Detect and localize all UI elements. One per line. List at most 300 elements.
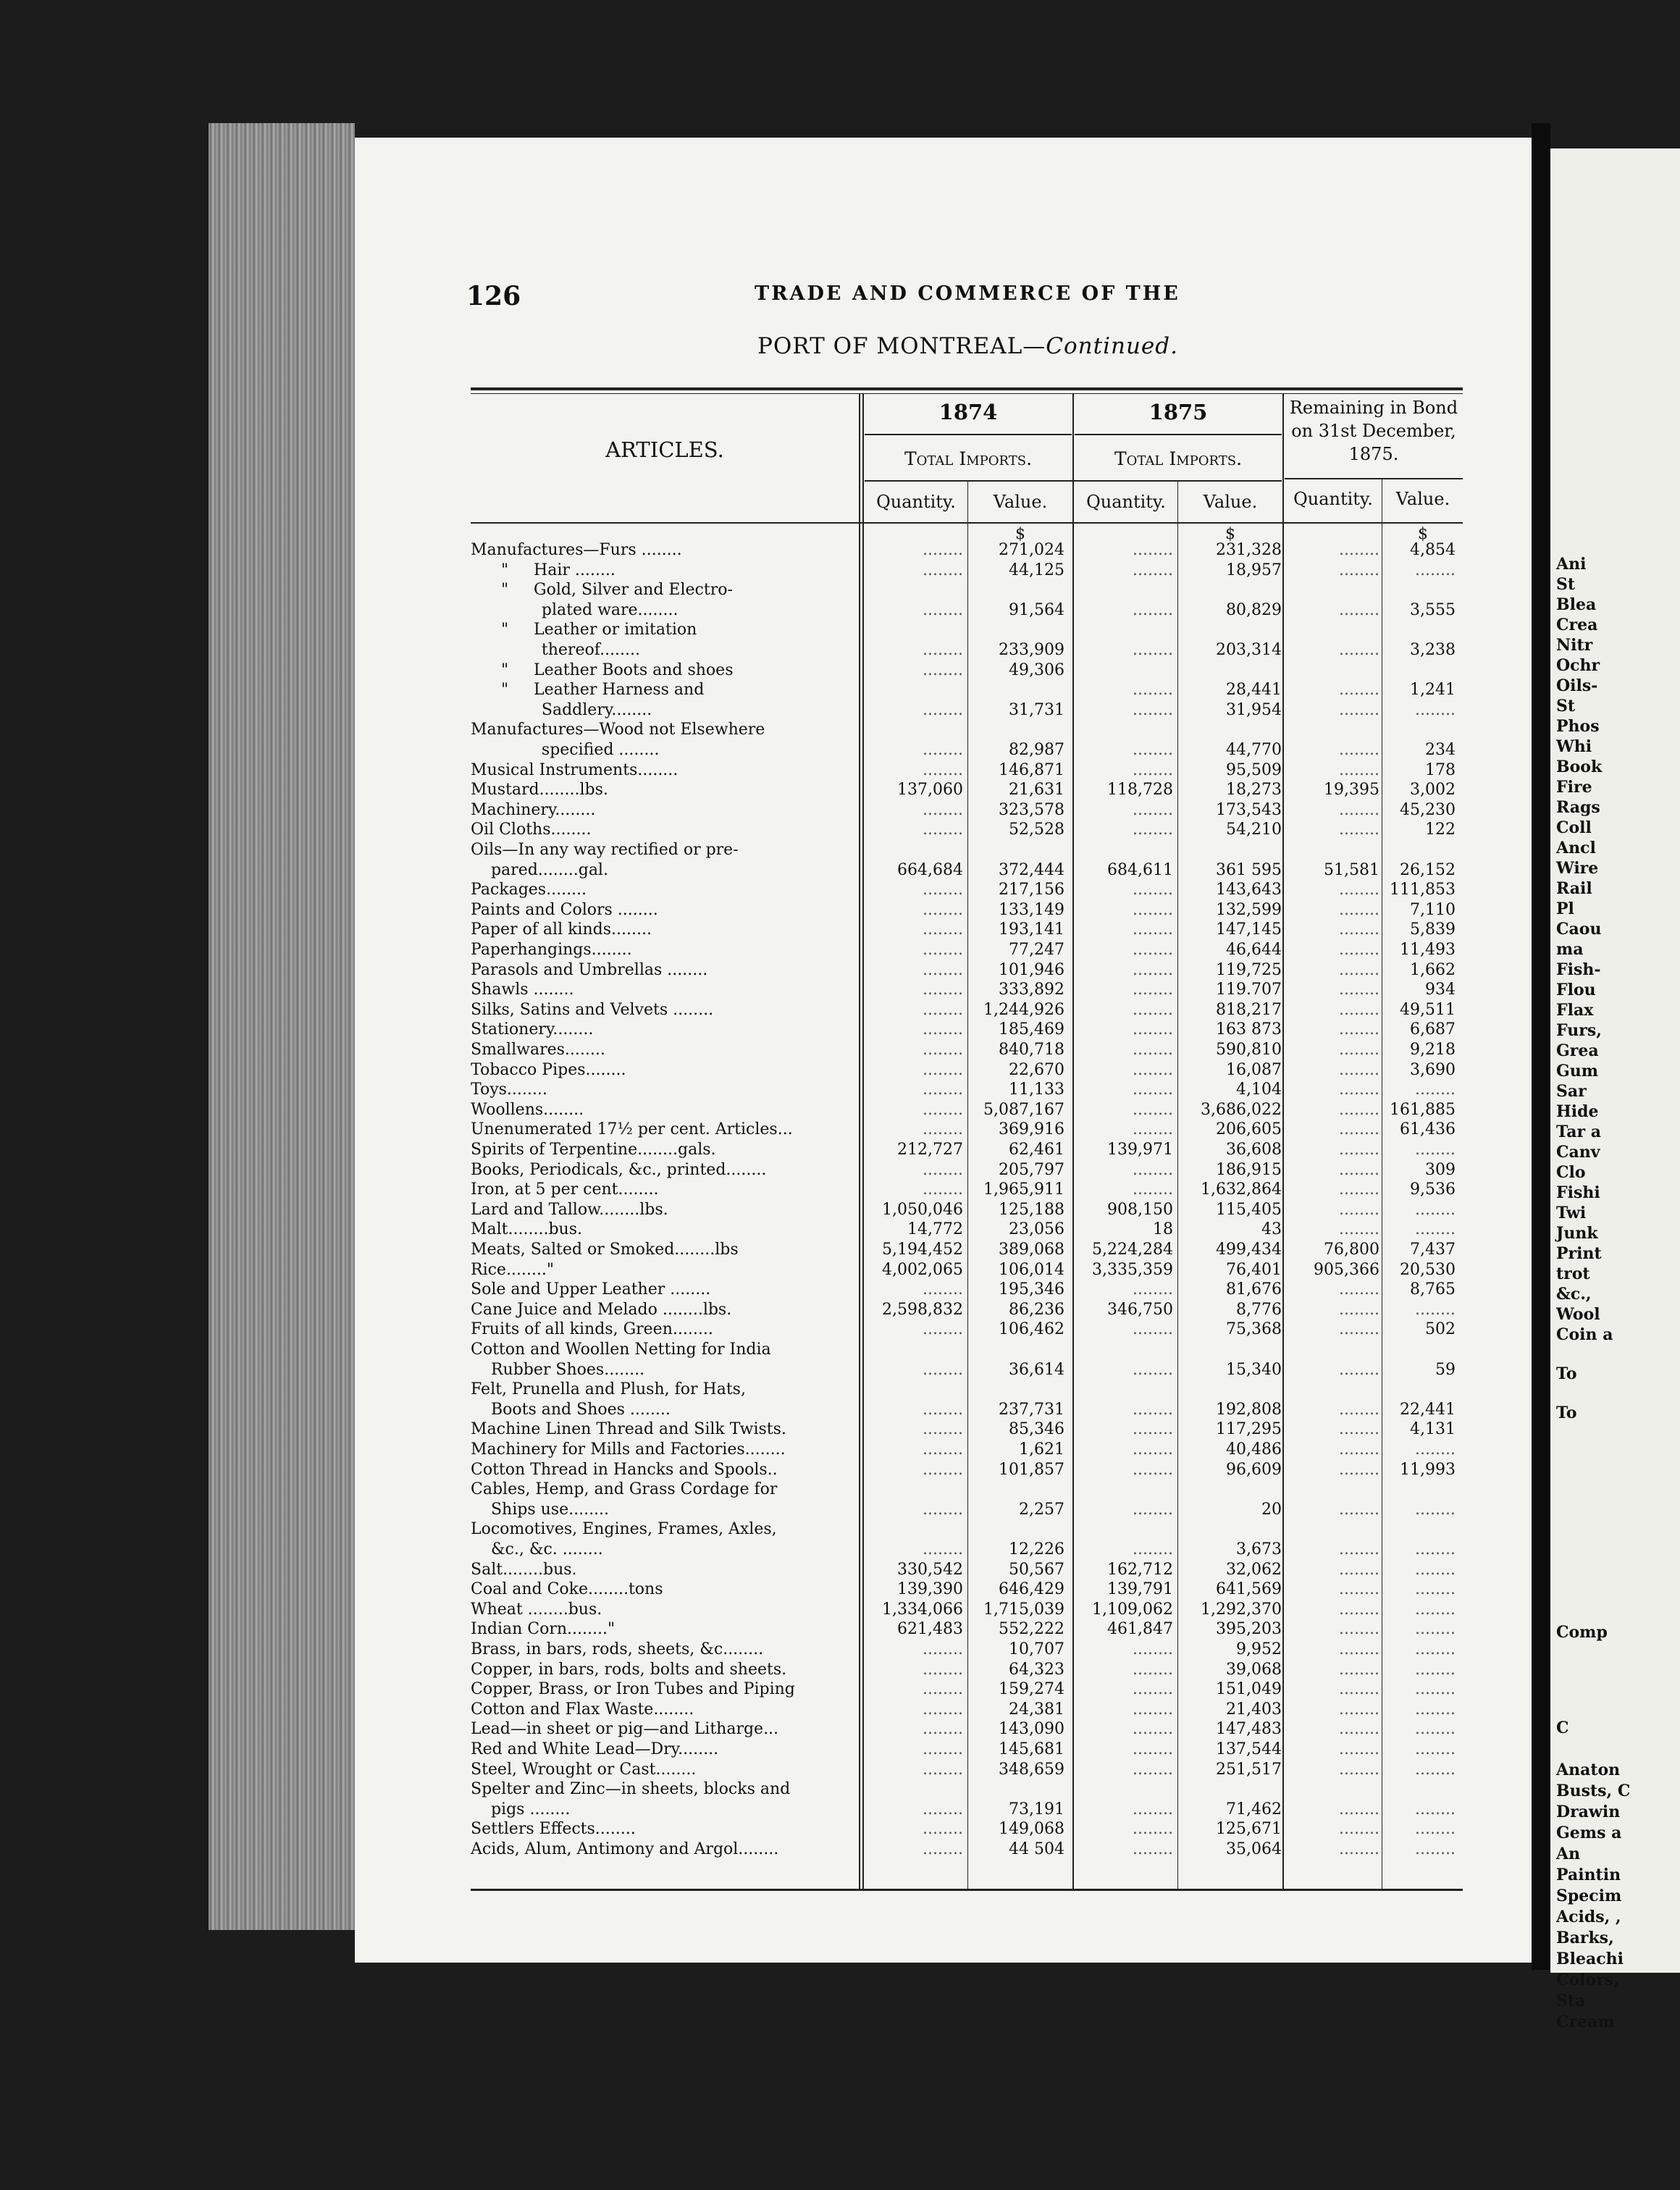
quantity-1875-cell: ........ bbox=[1133, 881, 1173, 899]
quantity-1875-cell: ........ bbox=[1133, 960, 1173, 979]
value-1874-cell: 86,236 bbox=[1009, 1300, 1064, 1319]
value-1874-cell: 646,429 bbox=[999, 1580, 1064, 1599]
bond-quantity-cell: ........ bbox=[1339, 881, 1379, 899]
quantity-1874-cell: 1,050,046 bbox=[882, 1200, 963, 1219]
quantity-1874-cell: ........ bbox=[923, 1081, 963, 1099]
article-label: Coal and Coke........tons bbox=[471, 1580, 663, 1599]
article-label: " Gold, Silver and Electro- bbox=[471, 581, 733, 600]
right-page-text-fragment: ma bbox=[1556, 940, 1584, 959]
article-label: Oils—In any way rectified or pre- bbox=[471, 841, 739, 859]
article-label: &c., &c. ........ bbox=[471, 1540, 603, 1558]
quantity-1874-cell: ........ bbox=[923, 1360, 963, 1379]
bond-quantity-cell: ........ bbox=[1339, 900, 1379, 919]
article-label: Meats, Salted or Smoked........lbs bbox=[471, 1241, 739, 1259]
bond-quantity-cell: ........ bbox=[1339, 1820, 1379, 1839]
right-page-text-fragment: Fishi bbox=[1556, 1183, 1600, 1202]
article-label: Iron, at 5 per cent........ bbox=[471, 1180, 659, 1199]
article-label: Boots and Shoes ........ bbox=[471, 1400, 671, 1419]
bond-quantity-cell: ........ bbox=[1339, 600, 1379, 619]
article-label: Smallwares........ bbox=[471, 1041, 605, 1059]
value-1874-cell: 52,528 bbox=[1009, 821, 1064, 839]
bond-value-cell: 502 bbox=[1425, 1320, 1456, 1339]
article-label: Copper, Brass, or Iron Tubes and Piping bbox=[471, 1680, 795, 1699]
bond-value-cell: 7,110 bbox=[1410, 900, 1456, 919]
bond-quantity-cell: 19,395 bbox=[1324, 781, 1379, 800]
value-1874-cell: 205,797 bbox=[999, 1160, 1064, 1179]
quantity-1874-cell: ........ bbox=[923, 1400, 963, 1419]
quantity-1875-cell: 684,611 bbox=[1107, 860, 1173, 879]
right-page-text-fragment: trot bbox=[1556, 1264, 1590, 1283]
value-1874-cell: 149,068 bbox=[999, 1820, 1064, 1839]
value-1874-cell: 348,659 bbox=[999, 1760, 1064, 1779]
bond-value-cell: ........ bbox=[1415, 561, 1456, 579]
quantity-1875-cell: ........ bbox=[1133, 981, 1173, 999]
bond-quantity-cell: ........ bbox=[1339, 1760, 1379, 1779]
article-label: Indian Corn........" bbox=[471, 1620, 616, 1639]
value-1875-cell: 143,643 bbox=[1216, 881, 1282, 899]
value-1875-cell: 31,954 bbox=[1226, 700, 1282, 719]
bond-value-cell: ........ bbox=[1415, 1600, 1456, 1619]
right-page-text-fragment: Busts, C bbox=[1556, 1782, 1631, 1800]
value-1875-cell: 76,401 bbox=[1226, 1260, 1282, 1279]
article-label: " Hair ........ bbox=[471, 561, 616, 579]
right-page-text-fragment: Colors, bbox=[1556, 1971, 1619, 1989]
value-1875-cell: 80,829 bbox=[1226, 600, 1282, 619]
right-page-text-fragment: Coll bbox=[1556, 818, 1592, 837]
right-page-text-fragment: Hide bbox=[1556, 1102, 1599, 1121]
quantity-1874-cell: ........ bbox=[923, 1760, 963, 1779]
quantity-1874-cell: ........ bbox=[923, 1060, 963, 1079]
bond-quantity-cell: ........ bbox=[1339, 541, 1379, 559]
right-page-text-fragment: Caou bbox=[1556, 920, 1602, 939]
value-1875-cell: 395,203 bbox=[1216, 1620, 1282, 1639]
bond-quantity-cell: ........ bbox=[1339, 1560, 1379, 1579]
article-label: Rice........" bbox=[471, 1260, 555, 1279]
bond-header-line2: on 31st December, bbox=[1291, 421, 1456, 441]
bond-value-cell: 5,839 bbox=[1410, 920, 1456, 939]
article-label: specified ........ bbox=[471, 741, 660, 759]
quantity-1875-cell: 3,335,359 bbox=[1092, 1260, 1173, 1279]
quantity-1874-cell: ........ bbox=[923, 1540, 963, 1558]
quantity-1874-cell: ........ bbox=[923, 1660, 963, 1679]
quantity-1874-cell: 330,542 bbox=[897, 1560, 963, 1579]
quantity-1875-cell: ........ bbox=[1133, 1680, 1173, 1699]
value-1874-cell: 369,916 bbox=[999, 1120, 1064, 1139]
quantity-1874-cell: ........ bbox=[923, 561, 963, 579]
value-1875-cell: 117,295 bbox=[1216, 1420, 1282, 1439]
quantity-1875-cell: ........ bbox=[1133, 1400, 1173, 1419]
value-1875-cell: 251,517 bbox=[1216, 1760, 1282, 1779]
value-1875-cell: 499,434 bbox=[1216, 1241, 1282, 1259]
bond-quantity-cell: ........ bbox=[1339, 1000, 1379, 1019]
value-1874-cell: 193,141 bbox=[999, 920, 1064, 939]
quantity-1875-cell: ........ bbox=[1133, 1280, 1173, 1299]
article-label: " Leather Harness and bbox=[471, 681, 705, 700]
right-page-text-fragment: Blea bbox=[1556, 595, 1597, 614]
value-1874-cell: 237,731 bbox=[999, 1400, 1064, 1419]
bond-quantity-cell: ........ bbox=[1339, 1640, 1379, 1658]
value-1875-cell: 3,673 bbox=[1236, 1540, 1282, 1558]
header-bottom-rule bbox=[471, 522, 1463, 524]
bond-value-cell: 9,536 bbox=[1410, 1180, 1456, 1199]
value-1875-cell: 16,087 bbox=[1226, 1060, 1282, 1079]
article-label: Parasols and Umbrellas ........ bbox=[471, 960, 708, 979]
page-subtitle bbox=[757, 333, 1178, 359]
right-page-text-fragment: Cream bbox=[1556, 2013, 1615, 2031]
article-label: Lead—in sheet or pig—and Litharge... bbox=[471, 1720, 779, 1739]
quantity-1875-cell: ........ bbox=[1133, 1120, 1173, 1139]
right-page-text-fragment: Bleachi bbox=[1556, 1950, 1624, 1968]
quantity-1875-cell: 118,728 bbox=[1107, 781, 1173, 800]
value-1874-cell: 1,965,911 bbox=[983, 1180, 1064, 1199]
article-label: Shawls ........ bbox=[471, 981, 574, 999]
value-1874-cell: 64,323 bbox=[1009, 1660, 1064, 1679]
value-1874-cell: 106,462 bbox=[999, 1320, 1064, 1339]
bond-quantity-cell: ........ bbox=[1339, 1540, 1379, 1558]
bond-header-line3: 1875. bbox=[1348, 444, 1399, 464]
article-label: Oil Cloths........ bbox=[471, 821, 592, 839]
value-1874-cell: 73,191 bbox=[1009, 1800, 1064, 1818]
quantity-1874-cell: ........ bbox=[923, 1820, 963, 1839]
value-1875-cell: 1,632,864 bbox=[1201, 1180, 1282, 1199]
quantity-1875-cell: ........ bbox=[1133, 1060, 1173, 1079]
bond-value-cell: ........ bbox=[1415, 1500, 1456, 1519]
quantity-1875-cell: ........ bbox=[1133, 1160, 1173, 1179]
year-1875-header: 1875 bbox=[1148, 400, 1208, 424]
quantity-1875-cell: ........ bbox=[1133, 941, 1173, 959]
bond-underline bbox=[1285, 478, 1463, 479]
right-page-text-fragment: Gum bbox=[1556, 1062, 1599, 1081]
value-1874-cell: 1,621 bbox=[1019, 1440, 1064, 1459]
bond-value-cell: ........ bbox=[1415, 1141, 1456, 1159]
quantity-1874-cell: ........ bbox=[923, 600, 963, 619]
quantity-1875-cell: ........ bbox=[1133, 1041, 1173, 1059]
article-label: Spelter and Zinc—in sheets, blocks and bbox=[471, 1780, 791, 1799]
article-label: Salt........bus. bbox=[471, 1560, 577, 1579]
quantity-1875-cell: ........ bbox=[1133, 821, 1173, 839]
bond-quantity-cell: ........ bbox=[1339, 1700, 1379, 1719]
bond-quantity-cell: ........ bbox=[1339, 1200, 1379, 1219]
bond-value-cell: 49,511 bbox=[1400, 1000, 1456, 1019]
quantity-1874-cell: ........ bbox=[923, 800, 963, 819]
article-label: Steel, Wrought or Cast........ bbox=[471, 1760, 697, 1779]
value-1875-cell: 206,605 bbox=[1216, 1120, 1282, 1139]
article-label: Paper of all kinds........ bbox=[471, 920, 652, 939]
bond-value-cell: ........ bbox=[1415, 1680, 1456, 1699]
value-1874-cell: 101,857 bbox=[999, 1460, 1064, 1479]
bond-quantity-cell: 905,366 bbox=[1314, 1260, 1379, 1279]
value-1875-cell: 163 873 bbox=[1216, 1020, 1282, 1039]
right-page-text-fragment: Nitr bbox=[1556, 636, 1593, 655]
bond-value-cell: 7,437 bbox=[1410, 1241, 1456, 1259]
value-1874-cell: 233,909 bbox=[999, 641, 1064, 659]
right-page-text-fragment: Ancl bbox=[1556, 839, 1596, 857]
right-page-text-fragment: St bbox=[1556, 697, 1576, 716]
quantity-1875-cell: ........ bbox=[1133, 641, 1173, 659]
quantity-1875-cell: ........ bbox=[1133, 1660, 1173, 1679]
quantity-1875-cell: ........ bbox=[1133, 600, 1173, 619]
bond-value-cell: 1,241 bbox=[1410, 681, 1456, 700]
quantity-1874-cell: ........ bbox=[923, 981, 963, 999]
value-1875-cell: 4,104 bbox=[1236, 1081, 1282, 1099]
value-1875-cell: 361 595 bbox=[1216, 860, 1282, 879]
total-imports-1874-header: Total Imports. bbox=[904, 448, 1033, 469]
quantity-1874-cell: ........ bbox=[923, 1420, 963, 1439]
quantity-1874-cell: ........ bbox=[923, 1440, 963, 1459]
value-1875-cell: 173,543 bbox=[1216, 800, 1282, 819]
bond-quantity-cell: ........ bbox=[1339, 800, 1379, 819]
quantity-1875-cell: 1,109,062 bbox=[1092, 1600, 1173, 1619]
right-page-text-fragment: St bbox=[1556, 575, 1576, 594]
right-page-text-fragment: Rags bbox=[1556, 798, 1600, 817]
article-label: Lard and Tallow........lbs. bbox=[471, 1200, 668, 1219]
article-label: Stationery........ bbox=[471, 1020, 594, 1039]
value-1875-cell: 818,217 bbox=[1216, 1000, 1282, 1019]
bond-quantity-cell: ........ bbox=[1339, 1280, 1379, 1299]
bond-value-cell: 122 bbox=[1425, 821, 1456, 839]
quantity-1874-cell: ........ bbox=[923, 541, 963, 559]
quantity-1874-cell: ........ bbox=[923, 1840, 963, 1858]
article-label: Acids, Alum, Antimony and Argol........ bbox=[471, 1840, 779, 1858]
value-1875-cell: 147,145 bbox=[1216, 920, 1282, 939]
right-page-text-fragment: Wire bbox=[1556, 859, 1599, 878]
value-1874-cell: 840,718 bbox=[999, 1041, 1064, 1059]
article-label: Silks, Satins and Velvets ........ bbox=[471, 1000, 714, 1019]
quantity-1874-cell: ........ bbox=[923, 1320, 963, 1339]
right-page-text-fragment: Fish- bbox=[1556, 960, 1601, 979]
article-label: Manufactures—Furs ........ bbox=[471, 541, 682, 559]
quantity-1875-cell: 139,791 bbox=[1107, 1580, 1173, 1599]
quantity-1874-cell: ........ bbox=[923, 1740, 963, 1758]
quantity-1874-cell: ........ bbox=[923, 1160, 963, 1179]
value-1874-cell: 31,731 bbox=[1009, 700, 1064, 719]
right-page-text-fragment: Comp bbox=[1556, 1623, 1608, 1642]
value-1875-cell: 8,776 bbox=[1236, 1300, 1282, 1319]
quantity-1874-cell: 1,334,066 bbox=[882, 1600, 963, 1619]
quantity-1875-cell: ........ bbox=[1133, 1081, 1173, 1099]
value-1874-cell: 185,469 bbox=[999, 1020, 1064, 1039]
bond-value-cell: ........ bbox=[1415, 1081, 1456, 1099]
bond-quantity-cell: ........ bbox=[1339, 960, 1379, 979]
value-1874-cell: 333,892 bbox=[999, 981, 1064, 999]
value-1875-cell: 35,064 bbox=[1226, 1840, 1282, 1858]
total-imports-1875-header: Total Imports. bbox=[1114, 448, 1243, 469]
bond-value-cell: ........ bbox=[1415, 1580, 1456, 1599]
value-1875-cell: 81,676 bbox=[1226, 1280, 1282, 1299]
right-page-text-fragment: Gems a bbox=[1556, 1824, 1622, 1842]
quantity-1874-cell: ........ bbox=[923, 900, 963, 919]
article-label: Sole and Upper Leather ........ bbox=[471, 1280, 711, 1299]
bond-value-cell: 161,885 bbox=[1390, 1100, 1456, 1119]
bond-quantity-cell: 51,581 bbox=[1324, 860, 1379, 879]
right-page-text-fragment: Fire bbox=[1556, 778, 1592, 797]
article-label: Wheat ........bus. bbox=[471, 1600, 602, 1619]
value-1875-cell: 9,952 bbox=[1236, 1640, 1282, 1658]
bond-value-cell: 4,131 bbox=[1410, 1420, 1456, 1439]
right-page-text-fragment: Coin a bbox=[1556, 1325, 1613, 1344]
bond-quantity-cell: ........ bbox=[1339, 1420, 1379, 1439]
article-label: Paperhangings........ bbox=[471, 941, 632, 959]
bond-value-cell: 4,854 bbox=[1410, 541, 1456, 559]
quantity-1874-cell: ........ bbox=[923, 960, 963, 979]
bond-quantity-cell: ........ bbox=[1339, 1320, 1379, 1339]
bond-value-cell: ........ bbox=[1415, 1800, 1456, 1818]
quantity-1875-cell: ........ bbox=[1133, 700, 1173, 719]
bond-value-cell: 9,218 bbox=[1410, 1041, 1456, 1059]
quantity-1875-cell: ........ bbox=[1133, 1440, 1173, 1459]
right-page-text-fragment: Sta bbox=[1556, 1992, 1586, 2010]
bond-quantity-cell: ........ bbox=[1339, 1680, 1379, 1699]
value-1874-cell: 552,222 bbox=[999, 1620, 1064, 1639]
article-label: Cables, Hemp, and Grass Cordage for bbox=[471, 1480, 778, 1499]
article-label: Settlers Effects........ bbox=[471, 1820, 636, 1839]
bond-value-cell: 234 bbox=[1425, 741, 1456, 759]
quantity-1874-cell: ........ bbox=[923, 1680, 963, 1699]
bond-value-cell: 309 bbox=[1425, 1160, 1456, 1179]
bond-quantity-cell: ........ bbox=[1339, 641, 1379, 659]
bond-value-cell: 178 bbox=[1425, 760, 1456, 779]
bond-quantity-cell: ........ bbox=[1339, 1020, 1379, 1039]
article-label: Cotton Thread in Hancks and Spools.. bbox=[471, 1460, 778, 1479]
article-label: Rubber Shoes........ bbox=[471, 1360, 645, 1379]
value-1875-cell: 28,441 bbox=[1226, 681, 1282, 700]
book-page-edge bbox=[209, 123, 355, 1930]
value-1874-cell: 145,681 bbox=[999, 1740, 1064, 1758]
value-header-1874: Value. bbox=[993, 492, 1048, 512]
right-page-text-fragment: Anaton bbox=[1556, 1761, 1621, 1779]
bond-quantity-cell: ........ bbox=[1339, 1800, 1379, 1818]
right-page-text-fragment: Oils- bbox=[1556, 676, 1598, 695]
bond-value-cell: 3,690 bbox=[1410, 1060, 1456, 1079]
value-1875-cell: 15,340 bbox=[1226, 1360, 1282, 1379]
quantity-1875-cell: ........ bbox=[1133, 1640, 1173, 1658]
value-1874-cell: 146,871 bbox=[999, 760, 1064, 779]
bond-quantity-cell: ........ bbox=[1339, 1580, 1379, 1599]
value-1874-cell: 49,306 bbox=[1009, 660, 1064, 679]
quantity-1875-cell: ........ bbox=[1133, 561, 1173, 579]
quantity-1875-cell: ........ bbox=[1133, 900, 1173, 919]
bond-quantity-cell: ........ bbox=[1339, 1400, 1379, 1419]
article-label: " Leather or imitation bbox=[471, 621, 697, 639]
value-1875-cell: 21,403 bbox=[1226, 1700, 1282, 1719]
value-1875-cell: 18,273 bbox=[1226, 781, 1282, 800]
bond-value-cell: ........ bbox=[1415, 1760, 1456, 1779]
article-label: Locomotives, Engines, Frames, Axles, bbox=[471, 1520, 777, 1539]
article-label: Machinery........ bbox=[471, 800, 596, 819]
value-1875-cell: 96,609 bbox=[1226, 1460, 1282, 1479]
quantity-1874-cell: 5,194,452 bbox=[882, 1241, 963, 1259]
quantity-1875-cell: ........ bbox=[1133, 1760, 1173, 1779]
quantity-1874-cell: ........ bbox=[923, 741, 963, 759]
quantity-1874-cell: 2,598,832 bbox=[882, 1300, 963, 1319]
value-1875-cell: 44,770 bbox=[1226, 741, 1282, 759]
bond-quantity-cell: ........ bbox=[1339, 1041, 1379, 1059]
page-number: 126 bbox=[466, 281, 521, 311]
value-1875-cell: 115,405 bbox=[1216, 1200, 1282, 1219]
value-1874-cell: 91,564 bbox=[1009, 600, 1064, 619]
col-divider-1874-1875 bbox=[1072, 393, 1074, 1889]
bond-value-cell: ........ bbox=[1415, 1220, 1456, 1239]
bond-quantity-cell: ........ bbox=[1339, 1360, 1379, 1379]
quantity-1874-cell: ........ bbox=[923, 641, 963, 659]
bond-quantity-cell: ........ bbox=[1339, 561, 1379, 579]
value-1874-cell: 82,987 bbox=[1009, 741, 1064, 759]
quantity-1875-cell: ........ bbox=[1133, 1320, 1173, 1339]
quantity-1875-cell: ........ bbox=[1133, 541, 1173, 559]
article-label: Machine Linen Thread and Silk Twists. bbox=[471, 1420, 786, 1439]
bond-value-cell: 111,853 bbox=[1390, 881, 1456, 899]
bond-value-cell: 3,555 bbox=[1410, 600, 1456, 619]
article-label: Malt........bus. bbox=[471, 1220, 582, 1239]
articles-header: ARTICLES. bbox=[605, 437, 724, 462]
left-page bbox=[355, 138, 1532, 1963]
bond-quantity-cell: ........ bbox=[1339, 1740, 1379, 1758]
article-label: " Leather Boots and shoes bbox=[471, 660, 734, 679]
right-page-text-fragment: Phos bbox=[1556, 717, 1600, 736]
quantity-1875-cell: ........ bbox=[1133, 920, 1173, 939]
bond-quantity-cell: ........ bbox=[1339, 1600, 1379, 1619]
value-1875-cell: 203,314 bbox=[1216, 641, 1282, 659]
quantity-1874-cell: ........ bbox=[923, 941, 963, 959]
value-1875-cell: 641,569 bbox=[1216, 1580, 1282, 1599]
bond-value-cell: ........ bbox=[1415, 1200, 1456, 1219]
bond-value-cell: 61,436 bbox=[1400, 1120, 1456, 1139]
quantity-1874-cell: ........ bbox=[923, 700, 963, 719]
quantity-1875-cell: ........ bbox=[1133, 1460, 1173, 1479]
value-header-1875: Value. bbox=[1203, 492, 1258, 512]
value-1874-cell: 62,461 bbox=[1009, 1141, 1064, 1159]
bond-quantity-cell: ........ bbox=[1339, 1660, 1379, 1679]
quantity-1875-cell: ........ bbox=[1133, 681, 1173, 700]
bond-value-cell: 20,530 bbox=[1400, 1260, 1456, 1279]
right-page-text-fragment: Flou bbox=[1556, 981, 1596, 999]
article-label: Tobacco Pipes........ bbox=[471, 1060, 626, 1079]
article-label: Mustard........lbs. bbox=[471, 781, 608, 800]
value-1875-cell: 39,068 bbox=[1226, 1660, 1282, 1679]
article-label: Packages........ bbox=[471, 881, 587, 899]
article-label: Cotton and Woollen Netting for India bbox=[471, 1341, 771, 1359]
right-page-text-fragment: Rail bbox=[1556, 879, 1592, 898]
value-1874-cell: 22,670 bbox=[1009, 1060, 1064, 1079]
value-1875-cell: 132,599 bbox=[1216, 900, 1282, 919]
value-1875-cell: 231,328 bbox=[1216, 541, 1282, 559]
value-1874-cell: 23,056 bbox=[1009, 1220, 1064, 1239]
bond-value-cell: ........ bbox=[1415, 1620, 1456, 1639]
bond-header-line1: Remaining in Bond bbox=[1289, 398, 1458, 418]
bond-quantity-cell: ........ bbox=[1339, 1300, 1379, 1319]
value-header-bond: Value. bbox=[1395, 489, 1450, 509]
bond-value-cell: 934 bbox=[1425, 981, 1456, 999]
value-1875-cell: 1,292,370 bbox=[1201, 1600, 1282, 1619]
value-1875-cell: 192,808 bbox=[1216, 1400, 1282, 1419]
value-1874-cell: 143,090 bbox=[999, 1720, 1064, 1739]
article-label: pared........gal. bbox=[471, 860, 608, 879]
article-label: Ships use........ bbox=[471, 1500, 610, 1519]
subtitle-continued: Continued. bbox=[1046, 333, 1178, 359]
quantity-1874-cell: 212,727 bbox=[897, 1141, 963, 1159]
quantity-1874-cell: 664,684 bbox=[897, 860, 963, 879]
bond-value-cell: ........ bbox=[1415, 1440, 1456, 1459]
article-label: Cane Juice and Melado ........lbs. bbox=[471, 1300, 732, 1319]
bond-value-cell: 3,238 bbox=[1410, 641, 1456, 659]
bond-quantity-cell: ........ bbox=[1339, 700, 1379, 719]
bond-value-cell: 11,993 bbox=[1400, 1460, 1456, 1479]
bond-quantity-cell: ........ bbox=[1339, 1620, 1379, 1639]
bond-value-cell: 6,687 bbox=[1410, 1020, 1456, 1039]
quantity-header-bond: Quantity. bbox=[1293, 489, 1373, 509]
bond-value-cell: ........ bbox=[1415, 1820, 1456, 1839]
bond-quantity-cell: ........ bbox=[1339, 821, 1379, 839]
